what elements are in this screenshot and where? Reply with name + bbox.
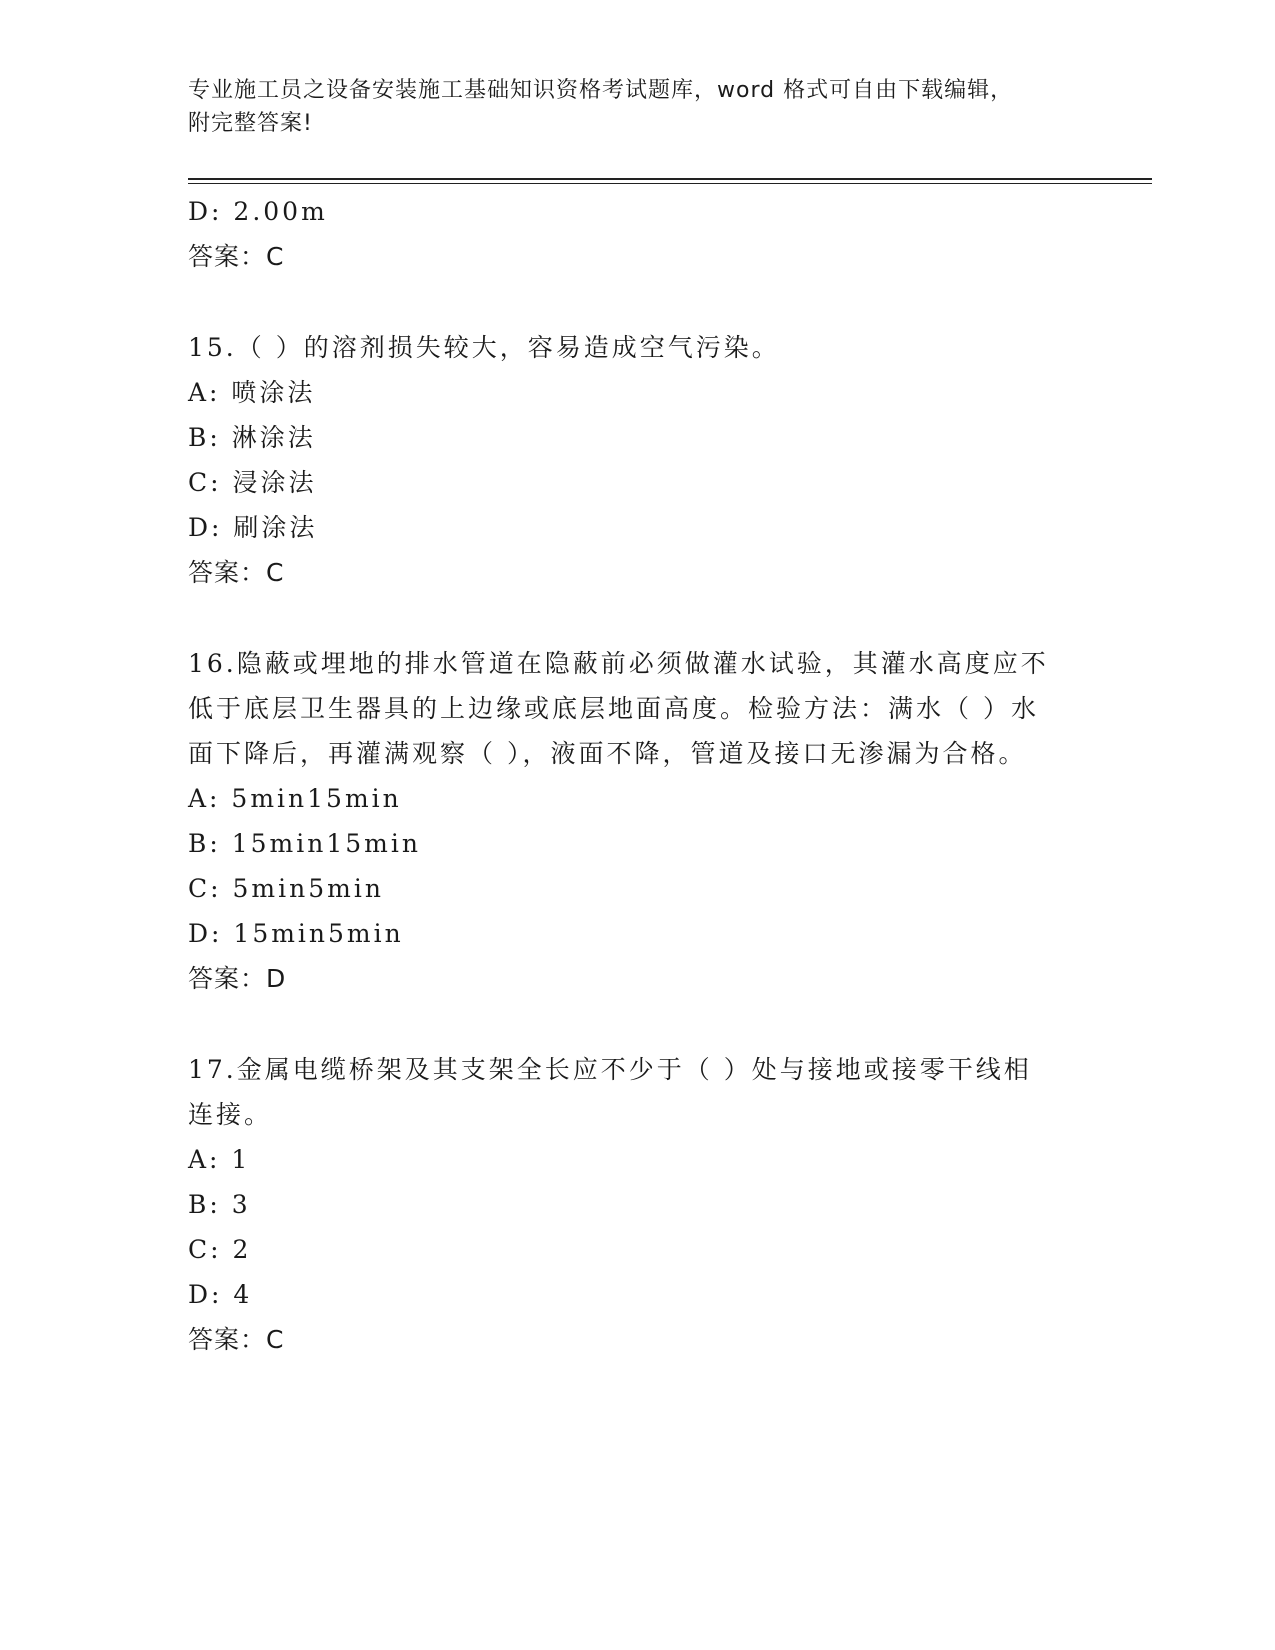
question-17-option-d: D: 4 — [188, 1280, 253, 1309]
header-divider-thick — [188, 178, 1152, 180]
question-17-text — [188, 1047, 1068, 1137]
question-15 — [188, 325, 1088, 595]
question-16 — [188, 641, 1088, 1001]
question-16-text — [188, 641, 1068, 776]
question-15-option-a: A: 喷涂法 — [188, 378, 316, 407]
question-15-option-d: D: 刷涂法 — [188, 513, 318, 542]
document-header — [188, 74, 1068, 140]
question-15-option-b: B: 淋涂法 — [188, 423, 316, 452]
header-line-2: 附完整答案! — [188, 111, 313, 136]
prev-option-d: D: 2.00m — [188, 197, 328, 226]
question-15-option-c: C: 浸涂法 — [188, 468, 317, 497]
header-divider-thin — [188, 183, 1152, 184]
question-17 — [188, 1047, 1088, 1362]
question-17-text-line-1: 17.金属电缆桥架及其支架全长应不少于（ ）处与接地或接零干线相 — [188, 1055, 1032, 1084]
question-17-text-line-2: 连接。 — [188, 1100, 273, 1129]
question-16-option-a: A: 5min15min — [188, 784, 402, 813]
question-17-answer: 答案：C — [188, 1325, 285, 1354]
question-17-option-b: B: 3 — [188, 1190, 251, 1219]
question-list — [188, 189, 1088, 1362]
spacer — [188, 595, 1088, 641]
question-15-text: 15.（ ）的溶剂损失较大，容易造成空气污染。 — [188, 333, 780, 362]
question-16-option-d: D: 15min5min — [188, 919, 404, 948]
question-16-text-line-1: 16.隐蔽或埋地的排水管道在隐蔽前必须做灌水试验，其灌水高度应不 — [188, 649, 1049, 678]
question-17-option-c: C: 2 — [188, 1235, 252, 1264]
question-16-text-line-2: 低于底层卫生器具的上边缘或底层地面高度。检验方法：满水（ ）水 — [188, 694, 1039, 723]
question-15-answer: 答案：C — [188, 558, 285, 587]
question-16-text-line-3: 面下降后，再灌满观察（ ），液面不降，管道及接口无渗漏为合格。 — [188, 739, 1027, 768]
question-16-option-b: B: 15min15min — [188, 829, 421, 858]
question-17-option-a: A: 1 — [188, 1145, 251, 1174]
header-line-1: 专业施工员之设备安装施工基础知识资格考试题库，word 格式可自由下载编辑， — [188, 78, 1014, 103]
prev-answer: 答案：C — [188, 242, 285, 271]
spacer — [188, 279, 1088, 325]
question-16-answer: 答案：D — [188, 964, 287, 993]
question-16-option-c: C: 5min5min — [188, 874, 384, 903]
spacer — [188, 1001, 1088, 1047]
